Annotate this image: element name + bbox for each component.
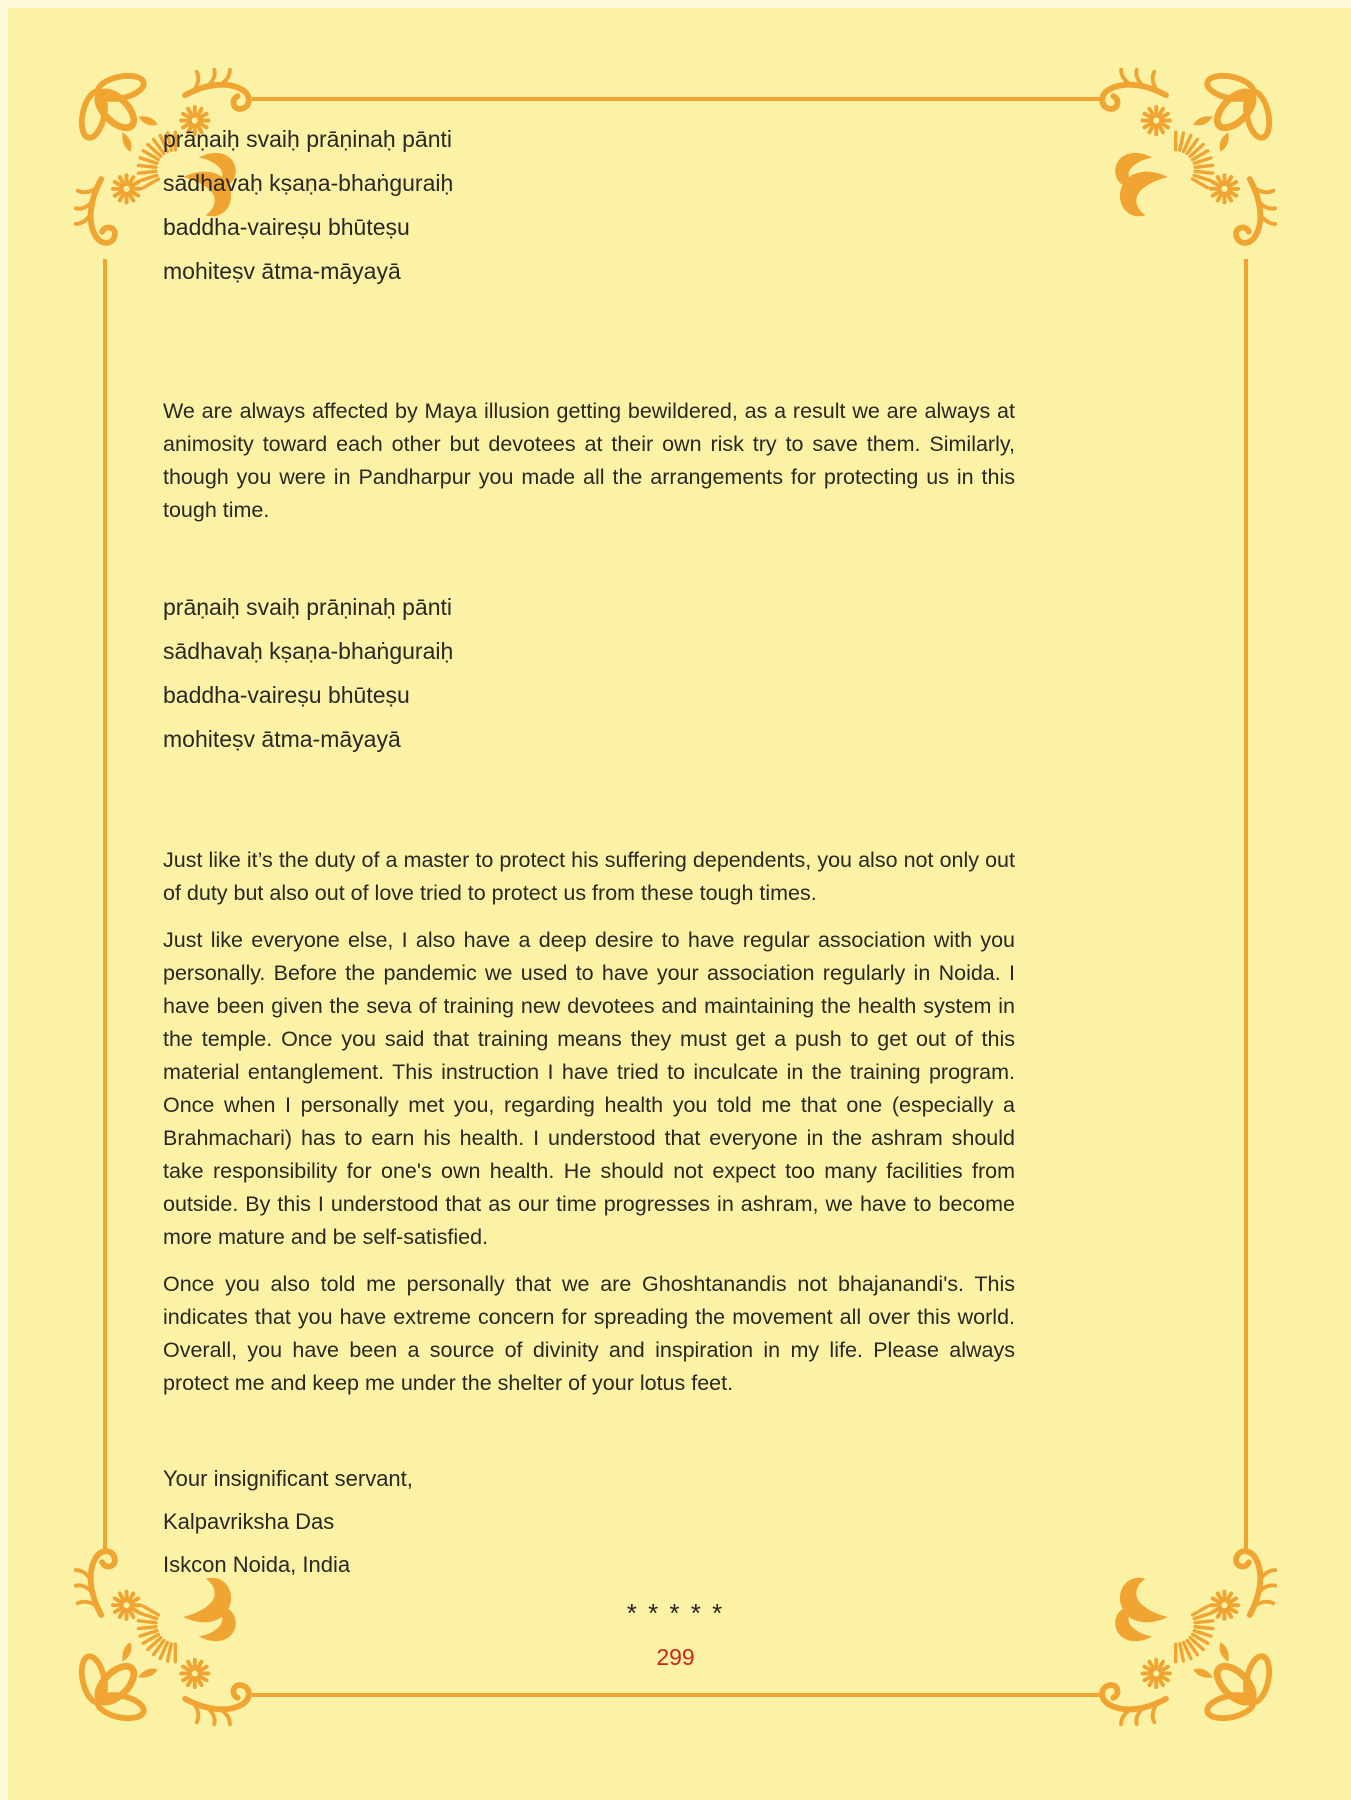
floral-corner-flourish-icon-top-right: [1086, 64, 1281, 259]
letter-paragraph: Just like it’s the duty of a master to protect his suffering dependents, you also not only out of duty but also out of love tried to protect us from these tough times.: [163, 848, 1015, 905]
page-number: 299: [656, 1644, 695, 1670]
section-separator-asterisks: * * * * *: [626, 1598, 725, 1628]
signature-block: [163, 1466, 1015, 1595]
verse-block-1: [163, 126, 1015, 302]
letter-paragraph: We are always affected by Maya illusion getting bewildered, as a result we are always at animosity toward each other but devotees at their own risk try to save them. Similarly, though you were in Pandharpur you made all the arrangements for protecting us in this tough time.: [163, 399, 1015, 522]
letter-paragraph: Once you also told me personally that we are Ghoshtanandis not bhajanandi's. This indicates that you have extreme concern for spreading the movement all over this world. Overall, you have been a source of divinity and inspiration in my life. Please always protect me and keep me under the shelter of your lotus feet.: [163, 1272, 1015, 1395]
signature-signoff: Your insignificant servant,: [163, 1466, 413, 1491]
verse-line: sādhavaḥ kṣaṇa-bhaṅguraiḥ: [163, 170, 454, 196]
verse-line: baddha-vaireṣu bhūteṣu: [163, 214, 410, 240]
paragraph-block-3: [163, 924, 1015, 1254]
verse-block-2: [163, 594, 1015, 770]
signature-name: Kalpavriksha Das: [163, 1509, 335, 1534]
paragraph-block-4: [163, 1268, 1015, 1400]
paragraph-block-1: [163, 395, 1015, 527]
floral-corner-flourish-icon-bottom-right: [1086, 1535, 1281, 1730]
verse-line: prāṇaiḥ svaiḥ prāṇinaḥ pānti: [163, 126, 452, 152]
frame-border-top: [252, 97, 1102, 101]
letter-paragraph: Just like everyone else, I also have a deep desire to have regular association with you personally. Before the pandemic we used to have your association regularly in Noida. I have been given the seva of training new devotees and maintaining the health system in the temple. Once you said that training means they must get a push to get out of this material entanglement. This instruction I have tried to inculcate in the training program. Once when I personally met you, regarding health you told me that one (especially a Brahmachari) has to earn his health. I understood that everyone in the ashram should take responsibility for one's own health. He should not expect too many facilities from outside. By this I understood that as our time progresses in ashram, we have to become more mature and be self-satisfied.: [163, 928, 1015, 1249]
frame-border-right: [1244, 259, 1248, 1552]
verse-line: sādhavaḥ kṣaṇa-bhaṅguraiḥ: [163, 638, 454, 664]
verse-line: mohiteṣv ātma-māyayā: [163, 726, 401, 752]
verse-line: mohiteṣv ātma-māyayā: [163, 258, 401, 284]
paragraph-block-2: [163, 844, 1015, 910]
frame-border-bottom: [252, 1693, 1102, 1697]
verse-line: baddha-vaireṣu bhūteṣu: [163, 682, 410, 708]
signature-location: Iskcon Noida, India: [163, 1552, 351, 1577]
frame-border-left: [103, 259, 107, 1552]
verse-line: prāṇaiḥ svaiḥ prāṇinaḥ pānti: [163, 594, 452, 620]
